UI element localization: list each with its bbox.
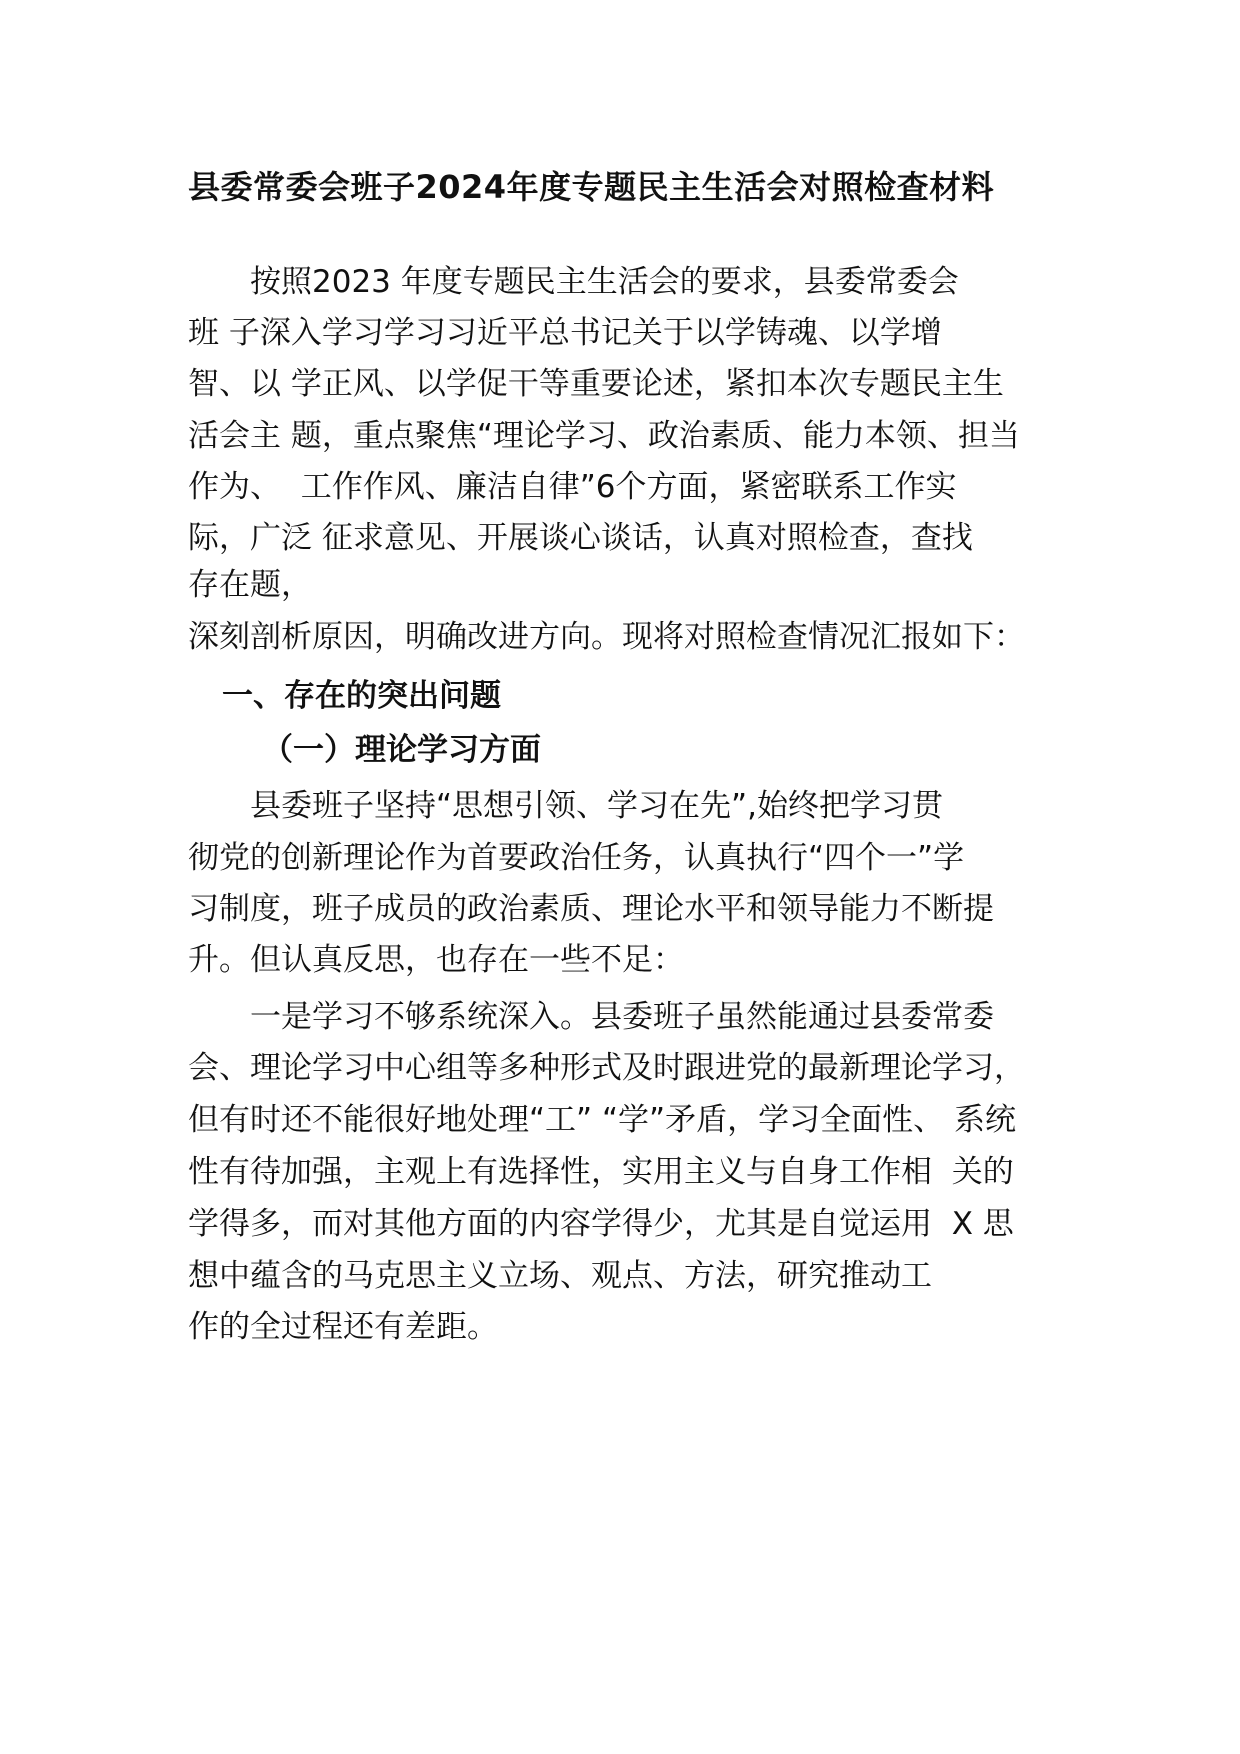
paragraph2-line-7: 作的全过程还有差距。	[188, 1309, 498, 1345]
paragraph1-line-3: 习制度，班子成员的政治素质、理论水平和领导能力不断提	[188, 891, 994, 927]
intro-line-3: 智、以 学正风、以学促干等重要论述，紧扣本次专题民主生	[188, 366, 1004, 402]
intro-line-2: 班 子深入学习学习习近平总书记关于以学铸魂、以学增	[188, 315, 942, 351]
intro-line-4: 活会主 题，重点聚焦“理论学习、政治素质、能力本领、担当	[188, 418, 1020, 454]
intro-line-5: 作为、 工作作风、廉洁自律”6个方面，紧密联系工作实	[188, 469, 957, 505]
intro-line-7: 存在题，	[188, 567, 312, 603]
intro-line-8: 深刻剖析原因，明确改进方向。现将对照检查情况汇报如下：	[188, 619, 1025, 655]
document-title: 县委常委会班子2024年度专题民主生活会对照检查材料	[188, 168, 995, 206]
paragraph2-line-4: 性有待加强，主观上有选择性，实用主义与自身工作相 关的	[188, 1154, 1014, 1190]
paragraph1-line-4: 升。但认真反思，也存在一些不足：	[188, 942, 684, 978]
section-heading: 一、存在的突出问题	[222, 678, 501, 714]
intro-line-6: 际，广泛 征求意见、开展谈心谈话，认真对照检查，查找	[188, 520, 973, 556]
paragraph2-line-1: 一是学习不够系统深入。县委班子虽然能通过县委常委	[188, 999, 994, 1035]
paragraph1-line-2: 彻党的创新理论作为首要政治任务，认真执行“四个一”学	[188, 840, 965, 876]
subsection-heading: （一）理论学习方面	[262, 732, 541, 768]
paragraph2-line-6: 想中蕴含的马克思主义立场、观点、方法，研究推动工	[188, 1258, 932, 1294]
paragraph2-line-2: 会、理论学习中心组等多种形式及时跟进党的最新理论学习，	[188, 1050, 1025, 1086]
paragraph2-line-5: 学得多，而对其他方面的内容学得少，尤其是自觉运用 X 思	[188, 1206, 1014, 1242]
paragraph2-line-3: 但有时还不能很好地处理“工” “学”矛盾，学习全面性、 系统	[188, 1102, 1016, 1138]
paragraph1-line-1: 县委班子坚持“思想引领、学习在先”,始终把学习贯	[188, 788, 943, 824]
intro-line-1: 按照2023 年度专题民主生活会的要求，县委常委会	[188, 264, 959, 300]
